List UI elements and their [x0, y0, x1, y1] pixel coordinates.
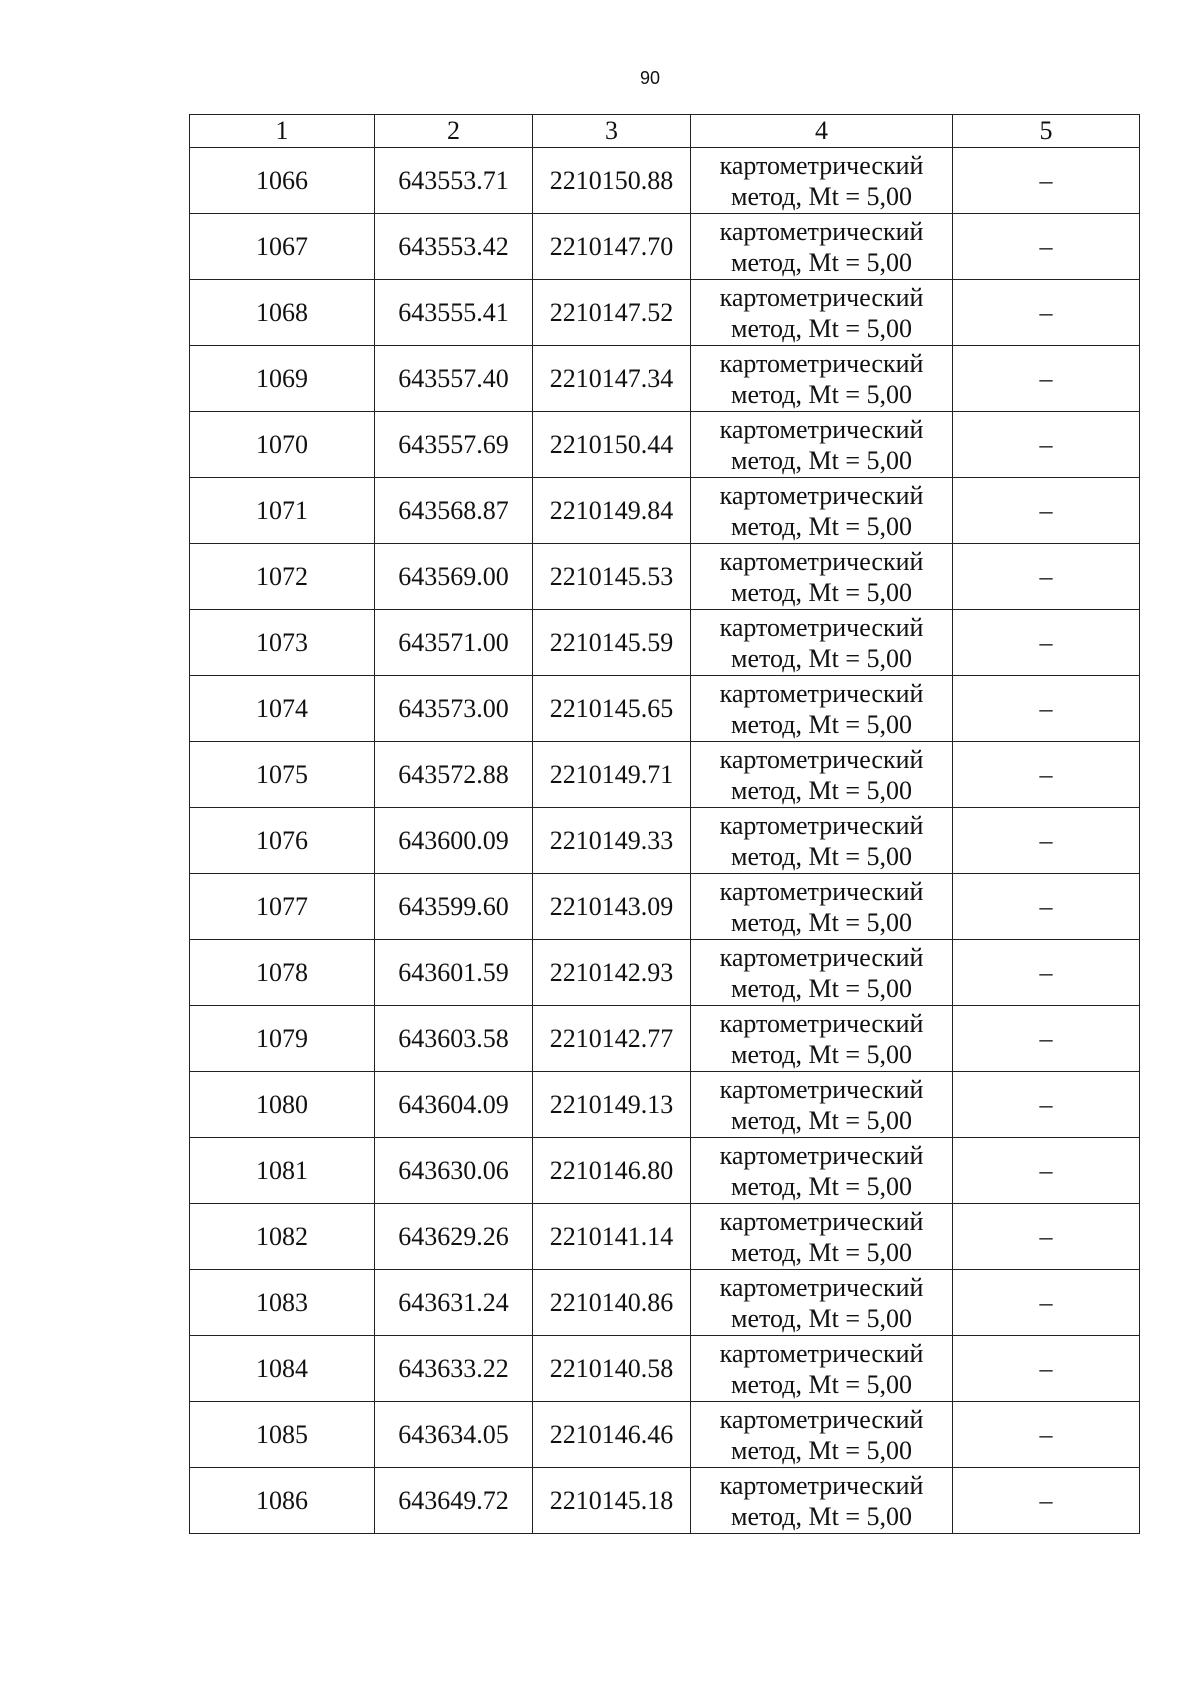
method-cell — [691, 610, 953, 676]
y-coordinate-cell: 2210150.44 — [533, 412, 691, 478]
method-line-2: метод, Mt = 5,00 — [731, 1039, 912, 1069]
coordinates-table — [189, 114, 1140, 1534]
note-cell: – — [953, 280, 1140, 346]
method-line-1: картометрический — [719, 150, 924, 180]
x-coordinate-cell: 643571.00 — [375, 610, 533, 676]
table-header — [190, 115, 1140, 148]
point-number-cell: 1081 — [190, 1138, 375, 1204]
y-coordinate-cell: 2210145.65 — [533, 676, 691, 742]
column-header-5: 5 — [953, 115, 1140, 148]
y-coordinate-cell: 2210149.33 — [533, 808, 691, 874]
table-row — [190, 1468, 1140, 1534]
y-coordinate-cell: 2210149.84 — [533, 478, 691, 544]
method-cell — [691, 346, 953, 412]
y-coordinate-cell: 2210149.13 — [533, 1072, 691, 1138]
point-number-cell: 1067 — [190, 214, 375, 280]
coordinates-table-container — [189, 114, 1139, 1534]
note-cell: – — [953, 214, 1140, 280]
method-cell — [691, 742, 953, 808]
table-row — [190, 1336, 1140, 1402]
point-number-cell: 1071 — [190, 478, 375, 544]
point-number-cell: 1079 — [190, 1006, 375, 1072]
note-cell: – — [953, 676, 1140, 742]
x-coordinate-cell: 643557.69 — [375, 412, 533, 478]
x-coordinate-cell: 643553.42 — [375, 214, 533, 280]
method-line-2: метод, Mt = 5,00 — [731, 1501, 912, 1531]
method-line-1: картометрический — [719, 1140, 924, 1170]
point-number-cell: 1080 — [190, 1072, 375, 1138]
method-cell — [691, 214, 953, 280]
method-line-1: картометрический — [719, 1338, 924, 1368]
table-row — [190, 1006, 1140, 1072]
method-line-2: метод, Mt = 5,00 — [731, 775, 912, 805]
method-line-1: картометрический — [719, 414, 924, 444]
method-cell — [691, 412, 953, 478]
note-cell: – — [953, 478, 1140, 544]
method-cell — [691, 1336, 953, 1402]
x-coordinate-cell: 643553.71 — [375, 148, 533, 214]
point-number-cell: 1070 — [190, 412, 375, 478]
x-coordinate-cell: 643631.24 — [375, 1270, 533, 1336]
method-line-2: метод, Mt = 5,00 — [731, 643, 912, 673]
y-coordinate-cell: 2210149.71 — [533, 742, 691, 808]
method-cell — [691, 1006, 953, 1072]
point-number-cell: 1085 — [190, 1402, 375, 1468]
method-line-1: картометрический — [719, 1404, 924, 1434]
table-row — [190, 874, 1140, 940]
method-cell — [691, 1204, 953, 1270]
note-cell: – — [953, 808, 1140, 874]
table-row — [190, 1270, 1140, 1336]
y-coordinate-cell: 2210145.59 — [533, 610, 691, 676]
point-number-cell: 1069 — [190, 346, 375, 412]
note-cell: – — [953, 1204, 1140, 1270]
y-coordinate-cell: 2210145.53 — [533, 544, 691, 610]
method-cell — [691, 544, 953, 610]
y-coordinate-cell: 2210150.88 — [533, 148, 691, 214]
table-row — [190, 1204, 1140, 1270]
y-coordinate-cell: 2210146.46 — [533, 1402, 691, 1468]
x-coordinate-cell: 643555.41 — [375, 280, 533, 346]
table-row — [190, 808, 1140, 874]
point-number-cell: 1068 — [190, 280, 375, 346]
y-coordinate-cell: 2210146.80 — [533, 1138, 691, 1204]
method-line-2: метод, Mt = 5,00 — [731, 1237, 912, 1267]
note-cell: – — [953, 742, 1140, 808]
method-line-2: метод, Mt = 5,00 — [731, 379, 912, 409]
point-number-cell: 1086 — [190, 1468, 375, 1534]
method-line-2: метод, Mt = 5,00 — [731, 511, 912, 541]
note-cell: – — [953, 1468, 1140, 1534]
x-coordinate-cell: 643629.26 — [375, 1204, 533, 1270]
method-cell — [691, 940, 953, 1006]
table-row — [190, 478, 1140, 544]
method-line-1: картометрический — [719, 678, 924, 708]
table-row — [190, 940, 1140, 1006]
note-cell: – — [953, 1270, 1140, 1336]
y-coordinate-cell: 2210147.34 — [533, 346, 691, 412]
x-coordinate-cell: 643601.59 — [375, 940, 533, 1006]
header-row — [190, 115, 1140, 148]
x-coordinate-cell: 643568.87 — [375, 478, 533, 544]
table-row — [190, 676, 1140, 742]
method-line-1: картометрический — [719, 942, 924, 972]
method-line-2: метод, Mt = 5,00 — [731, 247, 912, 277]
x-coordinate-cell: 643569.00 — [375, 544, 533, 610]
table-row — [190, 280, 1140, 346]
table-row — [190, 1138, 1140, 1204]
method-line-2: метод, Mt = 5,00 — [731, 313, 912, 343]
y-coordinate-cell: 2210141.14 — [533, 1204, 691, 1270]
method-cell — [691, 1138, 953, 1204]
method-line-1: картометрический — [719, 810, 924, 840]
method-line-2: метод, Mt = 5,00 — [731, 445, 912, 475]
method-cell — [691, 676, 953, 742]
method-cell — [691, 478, 953, 544]
point-number-cell: 1083 — [190, 1270, 375, 1336]
note-cell: – — [953, 1138, 1140, 1204]
note-cell: – — [953, 1072, 1140, 1138]
table-row — [190, 610, 1140, 676]
x-coordinate-cell: 643633.22 — [375, 1336, 533, 1402]
x-coordinate-cell: 643557.40 — [375, 346, 533, 412]
page-number: 90 — [639, 68, 661, 88]
point-number-cell: 1082 — [190, 1204, 375, 1270]
method-line-1: картометрический — [719, 1206, 924, 1236]
point-number-cell: 1075 — [190, 742, 375, 808]
method-line-2: метод, Mt = 5,00 — [731, 1369, 912, 1399]
column-header-1: 1 — [190, 115, 375, 148]
method-line-1: картометрический — [719, 1074, 924, 1104]
note-cell: – — [953, 412, 1140, 478]
method-cell — [691, 1468, 953, 1534]
point-number-cell: 1078 — [190, 940, 375, 1006]
note-cell: – — [953, 346, 1140, 412]
column-header-3: 3 — [533, 115, 691, 148]
method-line-2: метод, Mt = 5,00 — [731, 709, 912, 739]
method-line-2: метод, Mt = 5,00 — [731, 907, 912, 937]
method-line-1: картометрический — [719, 612, 924, 642]
y-coordinate-cell: 2210145.18 — [533, 1468, 691, 1534]
table-row — [190, 1402, 1140, 1468]
method-line-1: картометрический — [719, 282, 924, 312]
method-line-2: метод, Mt = 5,00 — [731, 181, 912, 211]
column-header-2: 2 — [375, 115, 533, 148]
point-number-cell: 1066 — [190, 148, 375, 214]
point-number-cell: 1076 — [190, 808, 375, 874]
method-line-1: картометрический — [719, 1008, 924, 1038]
point-number-cell: 1072 — [190, 544, 375, 610]
method-line-2: метод, Mt = 5,00 — [731, 973, 912, 1003]
note-cell: – — [953, 610, 1140, 676]
method-cell — [691, 874, 953, 940]
y-coordinate-cell: 2210143.09 — [533, 874, 691, 940]
table-row — [190, 544, 1140, 610]
method-line-2: метод, Mt = 5,00 — [731, 1171, 912, 1201]
method-line-1: картометрический — [719, 546, 924, 576]
x-coordinate-cell: 643649.72 — [375, 1468, 533, 1534]
column-header-4: 4 — [691, 115, 953, 148]
y-coordinate-cell: 2210147.70 — [533, 214, 691, 280]
x-coordinate-cell: 643599.60 — [375, 874, 533, 940]
method-line-2: метод, Mt = 5,00 — [731, 577, 912, 607]
table-row — [190, 214, 1140, 280]
point-number-cell: 1084 — [190, 1336, 375, 1402]
method-line-1: картометрический — [719, 480, 924, 510]
note-cell: – — [953, 148, 1140, 214]
method-line-2: метод, Mt = 5,00 — [731, 1435, 912, 1465]
method-cell — [691, 1072, 953, 1138]
y-coordinate-cell: 2210142.93 — [533, 940, 691, 1006]
method-line-2: метод, Mt = 5,00 — [731, 841, 912, 871]
point-number-cell: 1077 — [190, 874, 375, 940]
x-coordinate-cell: 643572.88 — [375, 742, 533, 808]
method-line-2: метод, Mt = 5,00 — [731, 1303, 912, 1333]
method-line-2: метод, Mt = 5,00 — [731, 1105, 912, 1135]
note-cell: – — [953, 874, 1140, 940]
x-coordinate-cell: 643634.05 — [375, 1402, 533, 1468]
y-coordinate-cell: 2210142.77 — [533, 1006, 691, 1072]
method-cell — [691, 1402, 953, 1468]
note-cell: – — [953, 1006, 1140, 1072]
x-coordinate-cell: 643600.09 — [375, 808, 533, 874]
table-body — [190, 148, 1140, 1534]
point-number-cell: 1074 — [190, 676, 375, 742]
note-cell: – — [953, 1336, 1140, 1402]
method-line-1: картометрический — [719, 348, 924, 378]
method-cell — [691, 808, 953, 874]
table-row — [190, 412, 1140, 478]
method-cell — [691, 1270, 953, 1336]
y-coordinate-cell: 2210140.58 — [533, 1336, 691, 1402]
method-cell — [691, 148, 953, 214]
table-row — [190, 346, 1140, 412]
table-row — [190, 1072, 1140, 1138]
x-coordinate-cell: 643630.06 — [375, 1138, 533, 1204]
method-line-1: картометрический — [719, 1272, 924, 1302]
method-line-1: картометрический — [719, 216, 924, 246]
x-coordinate-cell: 643573.00 — [375, 676, 533, 742]
note-cell: – — [953, 940, 1140, 1006]
method-line-1: картометрический — [719, 744, 924, 774]
y-coordinate-cell: 2210147.52 — [533, 280, 691, 346]
method-line-1: картометрический — [719, 876, 924, 906]
note-cell: – — [953, 1402, 1140, 1468]
note-cell: – — [953, 544, 1140, 610]
x-coordinate-cell: 643603.58 — [375, 1006, 533, 1072]
method-cell — [691, 280, 953, 346]
method-line-1: картометрический — [719, 1470, 924, 1500]
point-number-cell: 1073 — [190, 610, 375, 676]
x-coordinate-cell: 643604.09 — [375, 1072, 533, 1138]
y-coordinate-cell: 2210140.86 — [533, 1270, 691, 1336]
table-row — [190, 148, 1140, 214]
table-row — [190, 742, 1140, 808]
